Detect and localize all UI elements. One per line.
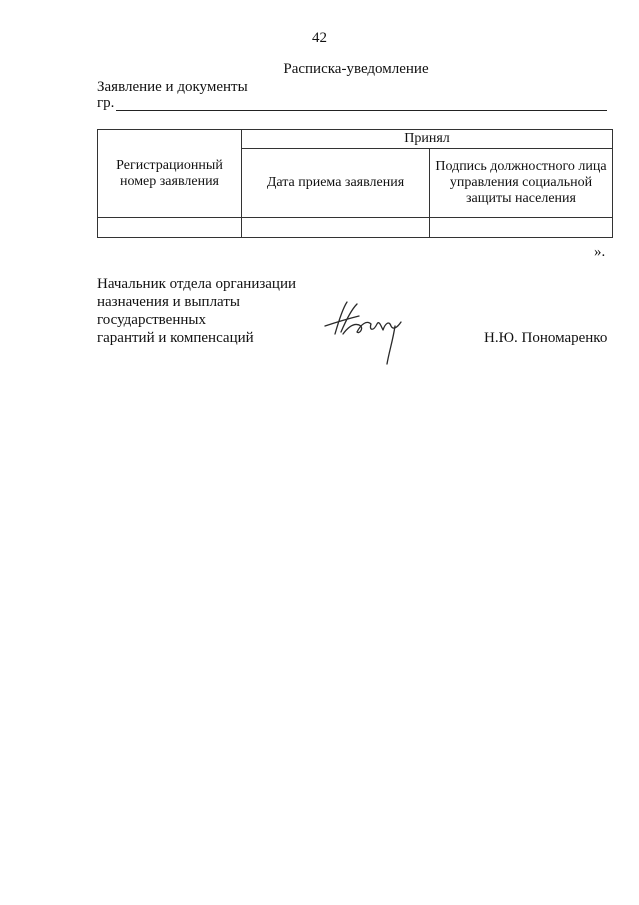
header-official-signature: Подпись должностного лица управления социальной защиты населения <box>430 149 613 218</box>
receipt-table <box>97 129 613 238</box>
header-registration-number: Регистрационный номер заявления <box>98 130 242 218</box>
header-date-received: Дата приема заявления <box>242 149 430 218</box>
recipient-prefix: гр. <box>97 95 115 111</box>
signatory-title-line: гарантий и компенсаций <box>97 330 254 346</box>
handwritten-signature <box>317 296 417 368</box>
table-row <box>98 218 613 238</box>
signatory-title-line: назначения и выплаты <box>97 294 240 310</box>
signatory-title-line: Начальник отдела организации <box>97 276 297 292</box>
cell-date-received <box>242 218 430 238</box>
cell-official-signature <box>430 218 613 238</box>
table-header-row <box>98 130 613 149</box>
signatory-title <box>97 275 337 347</box>
header-accepted: Принял <box>242 130 613 149</box>
page-number: 42 <box>312 30 327 46</box>
signatory-title-line: государственных <box>97 312 206 328</box>
closing-quote: ». <box>594 244 606 260</box>
document-title: Расписка-уведомление <box>283 61 429 77</box>
signatory-name: Н.Ю. Пономаренко <box>484 330 608 346</box>
recipient-fill-line <box>116 110 607 111</box>
cell-registration-number <box>98 218 242 238</box>
intro-text: Заявление и документы <box>97 79 248 95</box>
